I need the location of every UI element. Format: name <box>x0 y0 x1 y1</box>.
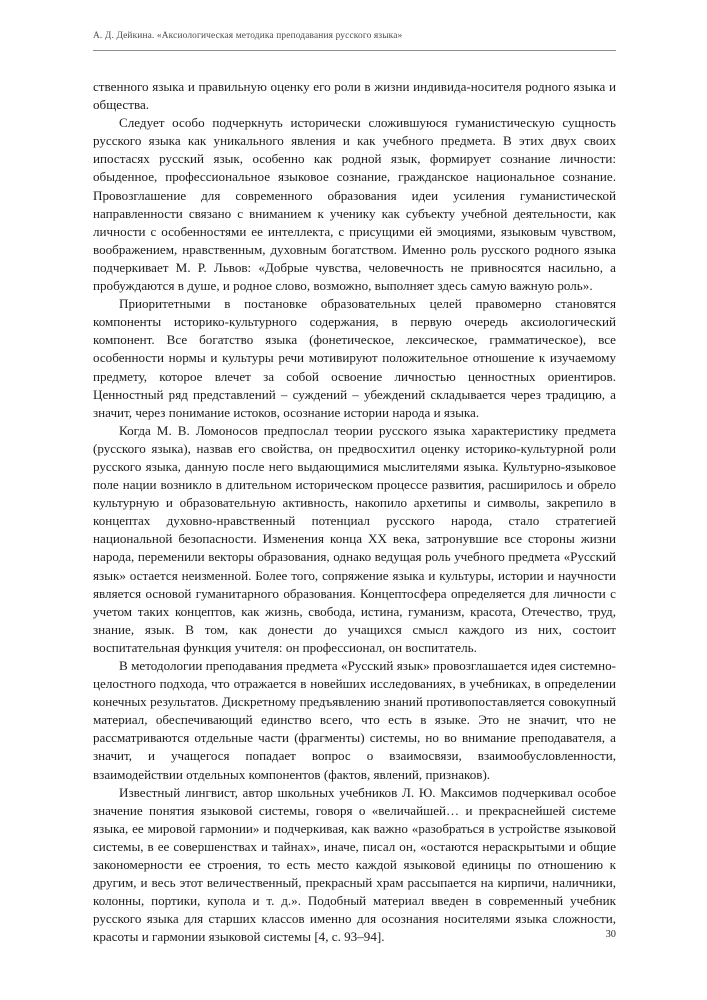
running-head <box>93 30 616 43</box>
page-number: 30 <box>605 929 616 940</box>
paragraph: Следует особо подчеркнуть исторически сложившуюся гуманистическую сущность русского языка как уникального явления и как учебного предмета. В этих двух своих ипостасях русский язык, особенно как родной язык, формирует сознание личности: обыденное, профессиональное языковое сознание, гражданское национальное сознание. Провозглашение для современного образования идеи усиления гуманистической направленности связано с вниманием к ученику как субъекту учебной деятельности, как личности с особенностями ее интеллекта, с присущими ей эмоциями, языковым чувством, воображением, нравственным, духовным богатством. Именно роль русского родного языка подчеркивает М. Р. Львов: «Добрые чувства, человечность не привносятся насильно, а пробуждаются в душе, и родное слово, возможно, выполняет здесь самую важную роль». <box>93 115 616 294</box>
paragraph: ственного языка и правильную оценку его роли в жизни индивида-носителя родного языка и общества. <box>93 79 616 113</box>
running-head-rule <box>93 50 616 51</box>
paragraph: Известный лингвист, автор школьных учебников Л. Ю. Максимов подчеркивал особое значение понятия языковой системы, говоря о «величайшей… и прекраснейшей системе языка, ее мировой гармонии» и подчеркивая, как важно «разобраться в устройстве языковой системы, в ее совершенствах и тайнах», иначе, писал он, «остаются нераскрытыми и общие закономерности ее строения, то есть место каждой языковой единицы по отношению к другим, и весь этот величественный, прекрасный храм рассыпается на кирпичи, наличники, колонны, портики, купола и т. д.». Подобный материал введен в современный учебник русского языка для старших классов именно для осознания носителями языка сложности, красоты и гармонии языковой системы [4, с. 93–94]. <box>93 784 616 945</box>
running-head-text: А. Д. Дейкина. «Аксиологическая методика преподавания русского языка» <box>93 31 403 41</box>
paragraph: Когда М. В. Ломоносов предпослал теории русского языка характеристику предмета (русского языка), назвав его свойства, он предвосхитил оценку историко-культурной роли русского языка, данную после него выдающимися мыслителями языка. Культурно-языковое поле нации возникло в длительном историческом процессе развития, расширилось и обрело культурную и образовательную активность, накопило архетипы и символы, закрепило в концептах духовно-нравственный потенциал русского народа, стало стратегией национальной безопасности. Изменения конца XX века, затронувшие все стороны жизни народа, переменили векторы образования, однако ведущая роль учебного предмета «Русский язык» остается неизменной. Более того, сопряжение языка и культуры, истории и научности является основой гуманитарного образования. Концептосфера определяется для личности с учетом таких концептов, как жизнь, свобода, истина, гуманизм, красота, Отечество, труд, знание, язык. В том, как донести до учащихся смысл каждого из них, состоит воспитательная функция учителя: он профессионал, он воспитатель. <box>93 422 616 655</box>
body-text-column <box>93 78 616 947</box>
paragraph: Приоритетными в постановке образовательных целей правомерно становятся компоненты историко-культурного содержания, в первую очередь аксиологический компонент. Все богатство языка (фонетическое, лексическое, грамматическое), все особенности нормы и культуры речи мотивируют положительное отношение к изучаемому предмету, которое влечет за собой освоение личностью ценностных ориентиров. Ценностный ряд представлений – суждений – убеждений складывается через традицию, а значит, через понимание истоков, осознание истории народа и языка. <box>93 296 616 420</box>
paragraph: В методологии преподавания предмета «Русский язык» провозглашается идея системно-целостного подхода, что отражается в новейших исследованиях, в учебниках, в определении конечных результатов. Дискретному предъявлению знаний противопоставляется совокупный материал, обеспечивающий единство всего, что есть в языке. Это не значит, что не рассматриваются отдельные части (фрагменты) системы, но во внимание преподавателя, а значит, и учащегося попадает вопрос о взаимосвязи, взаимообусловленности, взаимодействии отдельных компонентов (фактов, явлений, признаков). <box>93 658 616 782</box>
